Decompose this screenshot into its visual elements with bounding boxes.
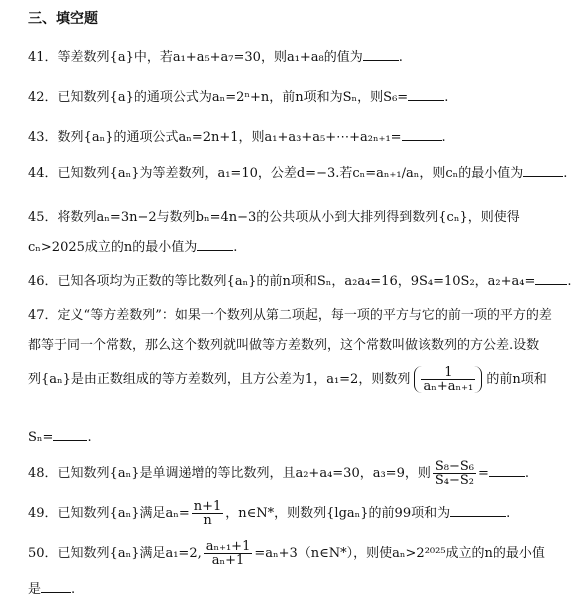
answer-blank[interactable] (53, 428, 87, 441)
period: . (444, 90, 449, 105)
question-45-line1 (28, 206, 520, 225)
question-text: =aₙ+3（n∈N*），则使aₙ>2²⁰²⁵成立的n的最小值 (254, 546, 545, 561)
fraction-numerator: S₈−S₆ (434, 459, 474, 474)
question-45-line2 (28, 236, 237, 255)
period: . (524, 466, 530, 481)
period: . (567, 274, 572, 289)
period: . (506, 506, 511, 521)
fraction-denominator: S₄−S₂ (434, 473, 474, 488)
question-42 (28, 86, 448, 105)
question-text: 已知数列{aₙ}满足aₙ= (57, 506, 190, 521)
brace-group (414, 366, 482, 393)
question-text: 已知数列{a}的通项公式为aₙ=2ⁿ+n，前n项和为Sₙ，则S₆= (57, 90, 409, 105)
question-text: 已知数列{aₙ}满足a₁=2, (57, 546, 202, 561)
fraction-denominator: n (203, 513, 212, 528)
fraction (204, 540, 253, 567)
question-number: 45． (28, 210, 58, 225)
question-number: 47． (28, 308, 58, 323)
question-44 (28, 162, 567, 181)
period: . (233, 240, 238, 255)
period: . (398, 50, 403, 65)
period: . (563, 166, 568, 181)
question-number: 41． (28, 50, 58, 65)
question-41 (28, 46, 403, 65)
question-text: 已知数列{aₙ}是单调递增的等比数列，且a₂+a₄=30，a₃=9，则 (57, 466, 431, 481)
question-49 (28, 500, 510, 527)
question-text: Sₙ= (28, 430, 54, 445)
fraction (421, 366, 475, 393)
answer-blank[interactable] (41, 580, 71, 593)
question-text: 列{aₙ}是由正数组成的等方差数列，且方公差为1，a₁=2，则数列 (28, 372, 411, 387)
question-50-line1 (28, 540, 545, 567)
answer-blank[interactable] (197, 238, 233, 251)
question-text: 数列{aₙ}的通项公式aₙ=2n+1，则a₁+a₃+a₅+⋯+a₂ₙ₊₁= (57, 130, 402, 145)
question-text: ，n∈N*，则数列{lgaₙ}的前99项和为 (225, 506, 451, 521)
question-text: 都等于同一个常数，那么这个数列就叫做等方差数列，这个常数叫做该数列的方公差.设数 (28, 338, 540, 353)
question-number: 48． (28, 466, 58, 481)
question-number: 49． (28, 506, 58, 521)
fraction (433, 460, 476, 487)
question-47-line3 (28, 366, 547, 393)
fraction-numerator: 1 (421, 366, 475, 380)
equals-sign: = (477, 466, 489, 481)
question-text: 等差数列{a}中，若a₁+a₅+a₇=30，则a₁+a₈的值为 (57, 50, 363, 65)
fraction-denominator: aₙ+aₙ₊₁ (423, 379, 474, 394)
question-text: 定义“等方差数列”：如果一个数列从第二项起，每一项的平方与它的前一项的平方的差 (57, 308, 552, 323)
answer-blank[interactable] (408, 88, 444, 101)
question-47-line2 (28, 334, 539, 353)
answer-blank[interactable] (523, 164, 563, 177)
question-text: cₙ>2025成立的n的最小值为 (28, 240, 198, 255)
question-number: 46． (28, 274, 58, 289)
fraction-numerator: aₙ₊₁+1 (205, 539, 251, 554)
period: . (441, 130, 446, 145)
question-number: 44． (28, 166, 58, 181)
period: . (71, 582, 76, 597)
answer-blank[interactable] (489, 464, 525, 477)
question-50-line2 (28, 578, 75, 597)
question-text: 将数列aₙ=3n−2与数列bₙ=4n−3的公共项从小到大排列得到数列{cₙ}，则使得 (57, 210, 520, 225)
question-text: 已知各项均为正数的等比数列{aₙ}的前n项和Sₙ，a₂a₄=16，9S₄=10S₂，a₂+a₄= (57, 274, 536, 289)
question-text: 的前n项和 (486, 372, 547, 387)
answer-blank[interactable] (535, 272, 567, 285)
answer-blank[interactable] (402, 128, 442, 141)
question-number: 42． (28, 90, 58, 105)
question-47-line4 (28, 428, 92, 445)
question-47-line1 (28, 304, 552, 323)
question-number: 43． (28, 130, 58, 145)
answer-blank[interactable] (363, 48, 399, 61)
fraction (192, 500, 224, 527)
question-46 (28, 270, 572, 289)
question-number: 50． (28, 546, 58, 561)
section-title: 三、填空题 (28, 11, 98, 27)
fraction-numerator: n+1 (193, 499, 222, 514)
question-48 (28, 460, 529, 487)
question-43 (28, 126, 446, 145)
question-text: 是 (28, 582, 42, 597)
answer-blank[interactable] (450, 504, 506, 517)
fraction-denominator: aₙ+1 (211, 553, 245, 568)
period: . (87, 430, 92, 445)
question-text: 已知数列{aₙ}为等差数列，a₁=10，公差d=−3.若cₙ=aₙ₊₁/aₙ，则cₙ的最小值为 (57, 166, 524, 181)
